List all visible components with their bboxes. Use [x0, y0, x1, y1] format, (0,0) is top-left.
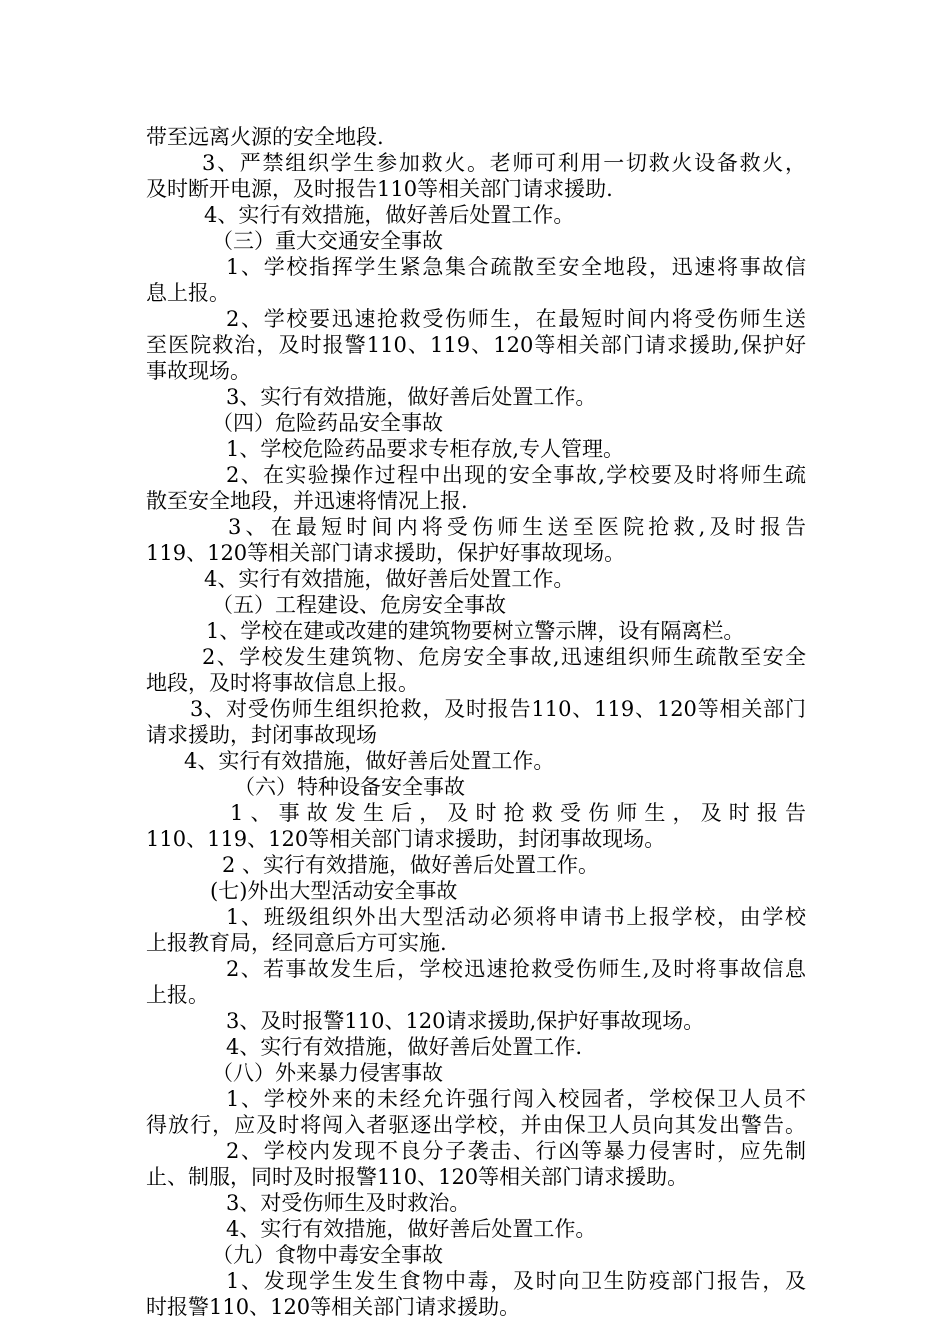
text-line: 及时断开电源，及时报告110等相关部门请求援助. — [146, 177, 613, 201]
text-line: 4、实行有效措施，做好善后处置工作。 — [204, 567, 575, 591]
text-line: 2、学校发生建筑物、危房安全事故,迅速组织师生疏散至安全 — [202, 645, 806, 669]
text-line: 3、对受伤师生组织抢救，及时报告110、119、120等相关部门 — [190, 697, 806, 721]
text-line: 3、及时报警110、120请求援助,保护好事故现场。 — [226, 1009, 705, 1033]
section-heading: （八）外来暴力侵害事故 — [212, 1061, 443, 1085]
text-line: 2、若事故发生后，学校迅速抢救受伤师生,及时将事故信息 — [226, 957, 806, 981]
text-line: 4、实行有效措施，做好善后处置工作。 — [226, 1217, 597, 1241]
text-line: 110、119、120等相关部门请求援助，封闭事故现场。 — [146, 827, 666, 851]
text-line: 上报。 — [146, 983, 209, 1007]
text-line: 地段，及时将事故信息上报。 — [146, 671, 419, 695]
text-line: 请求援助，封闭事故现场 — [146, 723, 377, 747]
text-line: 2、在实验操作过程中出现的安全事故,学校要及时将师生疏 — [226, 463, 806, 487]
text-line: 2 、实行有效措施，做好善后处置工作。 — [222, 853, 600, 877]
text-line: 上报教育局，经同意后方可实施. — [146, 931, 447, 955]
text-line: 1、学校指挥学生紧急集合疏散至安全地段，迅速将事故信 — [226, 255, 806, 279]
text-line: 1、发现学生发生食物中毒，及时向卫生防疫部门报告，及 — [226, 1269, 806, 1293]
text-line: 1、事故发生后，及时抢救受伤师生，及时报告 — [230, 801, 806, 825]
text-line: 4、实行有效措施，做好善后处置工作. — [226, 1035, 583, 1059]
text-line: 时报警110、120等相关部门请求援助。 — [146, 1295, 521, 1319]
text-line: 1、学校外来的未经允许强行闯入校园者，学校保卫人员不 — [226, 1087, 806, 1111]
text-line: 4、实行有效措施，做好善后处置工作。 — [204, 203, 575, 227]
section-heading: （三）重大交通安全事故 — [212, 229, 443, 253]
text-line: 息上报。 — [146, 281, 230, 305]
text-line: 事故现场。 — [146, 359, 251, 383]
text-line: 3、实行有效措施，做好善后处置工作。 — [226, 385, 597, 409]
section-heading: (七)外出大型活动安全事故 — [210, 879, 458, 903]
text-line: 1、学校在建或改建的建筑物要树立警示牌，设有隔离栏。 — [206, 619, 745, 643]
section-heading: （五）工程建设、危房安全事故 — [212, 593, 506, 617]
text-line: 4、实行有效措施，做好善后处置工作。 — [184, 749, 555, 773]
text-line: 带至远离火源的安全地段. — [146, 125, 384, 149]
text-line: 3、在最短时间内将受伤师生送至医院抢救,及时报告 — [228, 515, 806, 539]
text-line: 散至安全地段，并迅速将情况上报. — [146, 489, 468, 513]
text-line: 得放行，应及时将闯入者驱逐出学校，并由保卫人员向其发出警告。 — [146, 1113, 806, 1137]
section-heading: （九）食物中毒安全事故 — [212, 1243, 443, 1267]
section-heading: （四）危险药品安全事故 — [212, 411, 443, 435]
text-line: 3、对受伤师生及时救治。 — [226, 1191, 471, 1215]
text-line: 2、学校要迅速抢救受伤师生，在最短时间内将受伤师生送 — [226, 307, 806, 331]
text-line: 止、制服，同时及时报警110、120等相关部门请求援助。 — [146, 1165, 689, 1189]
text-line: 1、班级组织外出大型活动必须将申请书上报学校，由学校 — [226, 905, 806, 929]
section-heading: （六）特种设备安全事故 — [234, 775, 465, 799]
text-line: 3、严禁组织学生参加救火。老师可利用一切救火设备救火， — [202, 151, 806, 175]
text-line: 2、学校内发现不良分子袭击、行凶等暴力侵害时，应先制 — [226, 1139, 806, 1163]
text-line: 至医院救治，及时报警110、119、120等相关部门请求援助,保护好 — [146, 333, 806, 357]
text-line: 119、120等相关部门请求援助，保护好事故现场。 — [146, 541, 626, 565]
text-line: 1、学校危险药品要求专柜存放,专人管理。 — [226, 437, 625, 461]
